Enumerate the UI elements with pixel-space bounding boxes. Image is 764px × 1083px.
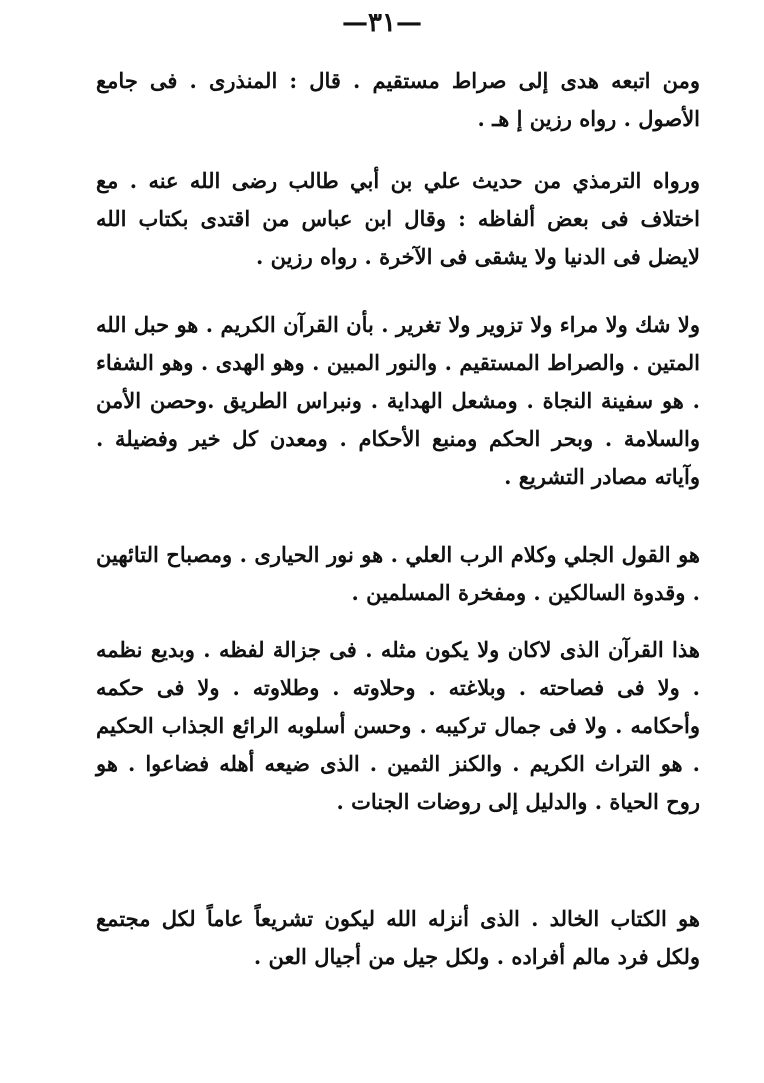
paragraph-text: ومن اتبعه هدى إلى صراط مستقيم . قال : المنذرى . فى جامع الأصول . رواه رزين إ هـ . xyxy=(96,68,700,131)
paragraph-4 xyxy=(96,536,700,612)
paragraph-3 xyxy=(96,306,700,496)
paragraph-5 xyxy=(96,631,700,821)
paragraph-text: ورواه الترمذي من حديث علي بن أبي طالب رضى الله عنه . مع اختلاف فى بعض ألفاظه : وقال ابن عباس من اقتدى بكتاب الله لايضل فى الدنيا ولا يشقى فى الآخرة . رواه رزين . xyxy=(96,168,700,269)
page-number: —٣١— xyxy=(342,8,422,38)
paragraph-6 xyxy=(96,900,700,976)
paragraph-text: هو القول الجلي وكلام الرب العلي . هو نور الحيارى . ومصباح التائهين . وقدوة السالكين . ومفخرة المسلمين . xyxy=(96,542,700,605)
paragraph-text: هذا القرآن الذى لاكان ولا يكون مثله . فى جزالة لفظه . وبديع نظمه . ولا فى فصاحته . وبلاغته . وحلاوته . وطلاوته . ولا فى حكمه وأحكامه . ولا فى جمال تركيبه . وحسن أسلوبه الرائع الجذاب الحكيم . هو التراث الكريم . والكنز الثمين . الذى ضيعه أهله فضاعوا . هو روح الحياة . والدليل إلى روضات الجنات . xyxy=(96,637,700,814)
paragraph-2 xyxy=(96,162,700,276)
paragraph-text: هو الكتاب الخالد . الذى أنزله الله ليكون تشريعاً عاماً لكل مجتمع ولكل فرد مالم أفراده . ولكل جيل من أجيال العن . xyxy=(96,906,700,969)
paragraph-text: ولا شك ولا مراء ولا تزوير ولا تغرير . بأن القرآن الكريم . هو حبل الله المتين . والصراط المستقيم . والنور المبين . وهو الهدى . وهو الشفاء . هو سفينة النجاة . ومشعل الهداية . ونبراس الطريق .وحصن الأمن والسلامة . وبحر الحكم ومنبع الأحكام . ومعدن كل خير وفضيلة . وآياته مصادر التشريع . xyxy=(96,312,700,489)
paragraph-1 xyxy=(96,62,700,138)
